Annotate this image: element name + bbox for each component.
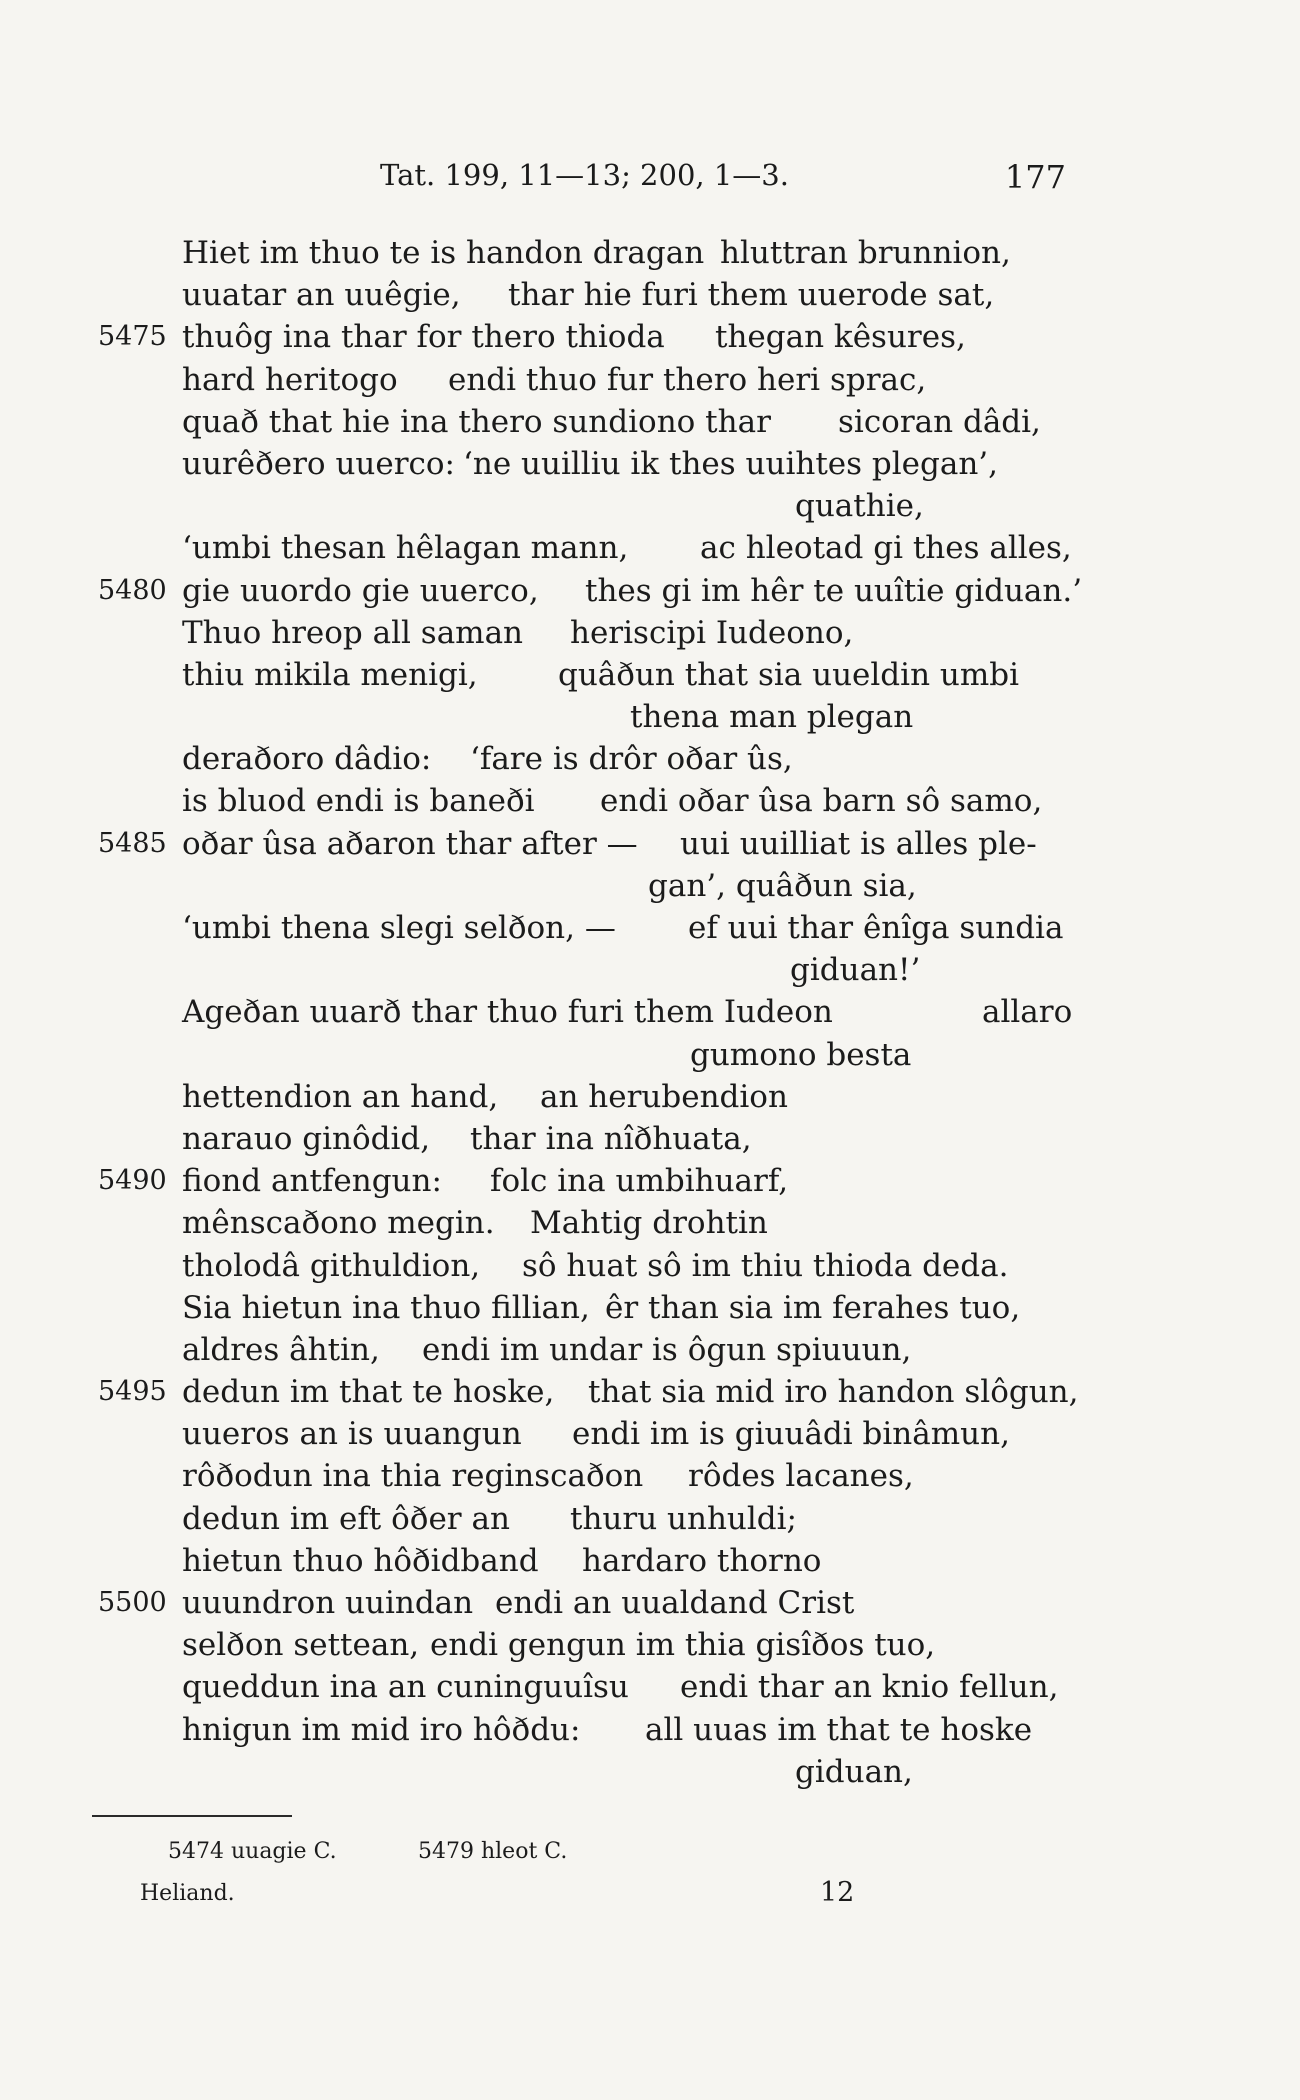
first-half-line: queddun ina an cuninguuîsu [182, 1669, 629, 1706]
first-half-line: uurêðero uuerco: [182, 445, 456, 482]
second-half-line: hluttran brunnion, [720, 235, 1011, 271]
tatian-reference: Tat. 199, 11—13; 200, 1—3. [380, 158, 789, 192]
verse-line [0, 1413, 1300, 1455]
verse-line [0, 1751, 1300, 1793]
poem-text [0, 232, 1300, 1793]
second-half-line: êr than sia im ferahes tuo, [605, 1289, 1021, 1326]
verse-line [0, 738, 1300, 780]
verse-line [0, 1371, 1300, 1413]
verse-line [0, 780, 1300, 822]
verse-line [0, 991, 1300, 1033]
verse-line [0, 359, 1300, 401]
verse-line [0, 1118, 1300, 1160]
second-half-line: endi im is giuuâdi binâmun, [572, 1416, 1010, 1453]
verse-line [0, 1498, 1300, 1540]
second-half-line: thena man plegan [630, 699, 914, 736]
first-half-line: gie uuordo gie uuerco, [182, 572, 539, 609]
verse-line [0, 1540, 1300, 1582]
book-title-footer: Heliand. [140, 1881, 235, 1907]
line-number: 5475 [98, 321, 167, 353]
verse-line [0, 949, 1300, 991]
line-number: 5495 [98, 1376, 167, 1408]
first-half-line: fiond antfengun: [182, 1163, 442, 1200]
verse-line [0, 1076, 1300, 1118]
second-half-line: giduan, [795, 1753, 913, 1790]
verse-line [0, 527, 1300, 569]
verse-line [0, 1455, 1300, 1497]
verse-line [0, 1287, 1300, 1329]
verse-line [0, 1624, 1300, 1666]
first-half-line: uuundron uuindan [182, 1585, 474, 1621]
line-number: 5500 [98, 1587, 167, 1618]
first-half-line: thiu mikila menigi, [182, 656, 478, 693]
first-half-line: mênscaðono megin. [182, 1205, 495, 1242]
first-half-line: tholodâ githuldion, [182, 1247, 481, 1284]
second-half-line: endi im undar is ôgun spiuuun, [422, 1331, 912, 1368]
verse-line [0, 1329, 1300, 1371]
second-half-line: thar hie furi them uuerode sat, [508, 277, 995, 314]
first-half-line: ‘umbi thena slegi selðon, — [182, 910, 616, 946]
second-half-line: an herubendion [540, 1078, 788, 1115]
second-half-line: that sia mid iro handon slôgun, [588, 1374, 1079, 1411]
first-half-line: selðon settean, [182, 1627, 420, 1664]
second-half-line: quâðun that sia uueldin umbi [558, 656, 1020, 693]
signature-mark: 12 [820, 1877, 855, 1909]
first-half-line: Ageðan uuarð thar thuo furi them Iudeon [182, 994, 833, 1031]
verse-line [0, 612, 1300, 654]
second-half-line: uui uuilliat is alles ple- [680, 825, 1037, 862]
second-half-line: endi gengun im thia gisîðos tuo, [430, 1627, 936, 1664]
verse-line [0, 570, 1300, 612]
second-half-line: sô huat sô im thiu thioda deda. [522, 1247, 1009, 1284]
first-half-line: Sia hietun ina thuo fillian, [182, 1289, 590, 1326]
second-half-line: ‘ne uuilliu ik thes uuihtes plegan’, [463, 445, 998, 482]
verse-line [0, 654, 1300, 696]
verse-line [0, 865, 1300, 907]
verse-line [0, 401, 1300, 443]
second-half-line: thegan kêsures, [715, 319, 966, 356]
footnote-1: 5474 uuagie C. [168, 1839, 337, 1865]
second-half-line: endi thuo fur thero heri sprac, [448, 361, 927, 398]
verse-line [0, 485, 1300, 527]
first-half-line: rôðodun ina thia reginscaðon [182, 1458, 644, 1495]
second-half-line: endi oðar ûsa barn sô samo, [600, 783, 1043, 820]
first-half-line: dedun im that te hoske, [182, 1374, 555, 1411]
verse-line [0, 1245, 1300, 1287]
first-half-line: dedun im eft ôðer an [182, 1500, 510, 1537]
verse-line [0, 443, 1300, 485]
second-half-line: hardaro thorno [582, 1542, 822, 1579]
verse-line [0, 232, 1300, 274]
second-half-line: sicoran dâdi, [838, 403, 1041, 440]
second-half-line: gan’, quâðun sia, [648, 867, 917, 904]
running-header [180, 158, 1070, 202]
verse-line [0, 823, 1300, 865]
footnote-rule [92, 1815, 292, 1817]
first-half-line: uueros an is uuangun [182, 1416, 522, 1453]
first-half-line: hietun thuo hôðidband [182, 1542, 539, 1579]
verse-line [0, 1709, 1300, 1751]
second-half-line: ef uui thar ênîga sundia [688, 910, 1064, 946]
second-half-line: rôdes lacanes, [688, 1458, 914, 1495]
first-half-line: hettendion an hand, [182, 1078, 499, 1115]
first-half-line: hnigun im mid iro hôðdu: [182, 1711, 581, 1748]
verse-line [0, 274, 1300, 316]
first-half-line: oðar ûsa aðaron thar after — [182, 825, 638, 862]
second-half-line: allaro [982, 994, 1073, 1031]
verse-line [0, 316, 1300, 358]
first-half-line: deraðoro dâdio: [182, 741, 432, 778]
second-half-line: Mahtig drohtin [530, 1205, 768, 1242]
second-half-line: gumono besta [690, 1036, 912, 1073]
line-number: 5485 [98, 827, 167, 859]
verse-line [0, 696, 1300, 738]
first-half-line: uuatar an uuêgie, [182, 277, 461, 314]
footnote-2: 5479 hleot C. [418, 1839, 568, 1865]
verse-line [0, 1582, 1300, 1624]
first-half-line: hard heritogo [182, 361, 398, 398]
verse-line [0, 1034, 1300, 1076]
line-number: 5490 [98, 1165, 167, 1197]
first-half-line: thuôg ina thar for thero thioda [182, 319, 665, 356]
second-half-line: ac hleotad gi thes alles, [700, 530, 1072, 567]
second-half-line: ‘fare is drôr oðar ûs, [470, 741, 793, 778]
second-half-line: thuru unhuldi; [570, 1500, 798, 1537]
page-number: 177 [1004, 158, 1066, 196]
line-number: 5480 [98, 574, 167, 606]
first-half-line: is bluod endi is baneði [182, 783, 535, 820]
first-half-line: Hiet im thuo te is handon dragan [182, 235, 705, 271]
first-half-line: aldres âhtin, [182, 1331, 380, 1368]
second-half-line: folc ina umbihuarf, [490, 1163, 789, 1200]
verse-line [0, 907, 1300, 949]
second-half-line: giduan!’ [790, 952, 921, 989]
first-half-line: narauo ginôdid, [182, 1120, 431, 1157]
second-half-line: endi an uualdand Crist [495, 1585, 855, 1621]
second-half-line: quathie, [795, 488, 924, 525]
second-half-line: thes gi im hêr te uuîtie giduan.’ [585, 572, 1083, 609]
first-half-line: quað that hie ina thero sundiono thar [182, 403, 771, 440]
second-half-line: all uuas im that te hoske [645, 1711, 1033, 1748]
verse-line [0, 1202, 1300, 1244]
second-half-line: thar ina nîðhuata, [470, 1120, 752, 1157]
first-half-line: ‘umbi thesan hêlagan mann, [182, 530, 629, 567]
second-half-line: heriscipi Iudeono, [570, 614, 854, 651]
second-half-line: endi thar an knio fellun, [680, 1669, 1059, 1706]
first-half-line: Thuo hreop all saman [182, 614, 524, 651]
verse-line [0, 1160, 1300, 1202]
verse-line [0, 1666, 1300, 1708]
